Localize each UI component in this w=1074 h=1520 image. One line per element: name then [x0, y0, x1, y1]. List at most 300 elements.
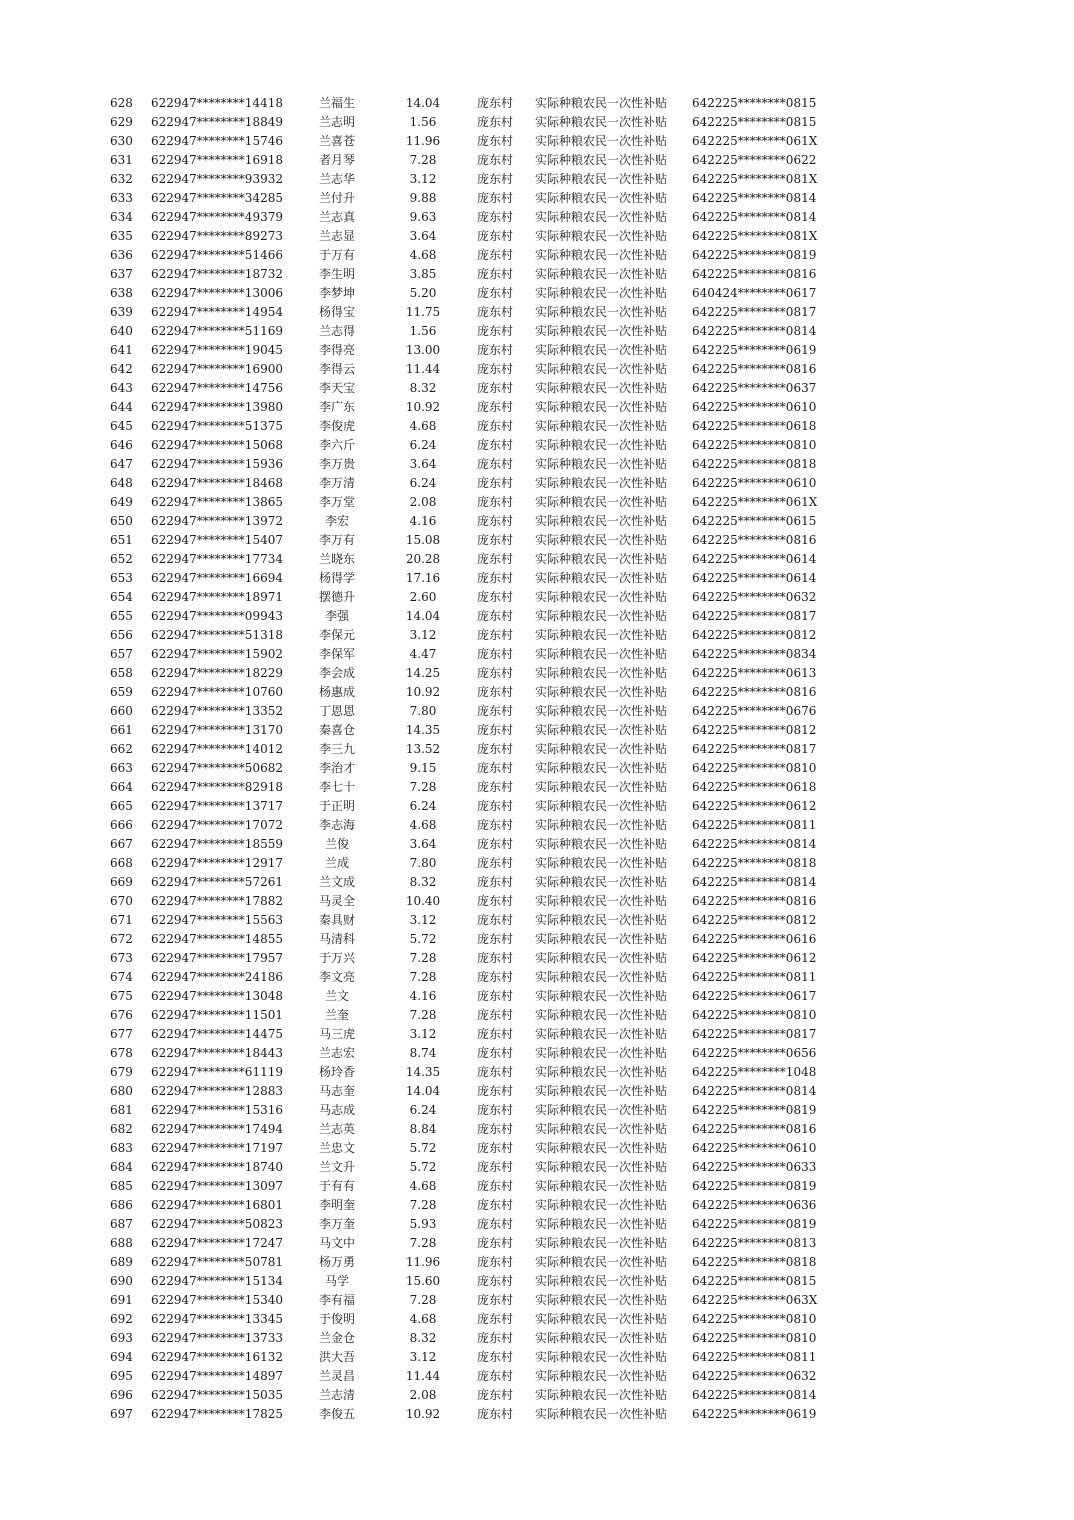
bank-account: 622947********51375	[151, 419, 283, 433]
farmer-name-text: 杨得学	[319, 571, 356, 585]
bank-account: 622947********17072	[151, 818, 283, 832]
table-row	[0, 702, 1074, 721]
farmer-name-text: 李三九	[319, 742, 356, 756]
row-number: 638	[110, 286, 133, 300]
table-row	[0, 1367, 1074, 1386]
bank-account: 622947********24186	[151, 970, 283, 984]
bank-account: 622947********13733	[151, 1331, 283, 1345]
village: 庞东村	[477, 723, 514, 737]
row-number: 675	[110, 989, 133, 1003]
farmer-name-text: 兰成	[325, 856, 350, 870]
farmer-name-text: 兰志华	[319, 172, 356, 186]
row-number: 664	[110, 780, 133, 794]
bank-account: 622947********61119	[151, 1065, 283, 1079]
subsidy-item: 实际种粮农民一次性补贴	[535, 799, 668, 813]
subsidy-item: 实际种粮农民一次性补贴	[535, 1141, 668, 1155]
id-number: 642225********0816	[692, 685, 817, 699]
farmer-name-text: 兰奎	[325, 1008, 350, 1022]
subsidy-amount-text: 14.35	[405, 723, 441, 737]
row-number: 685	[110, 1179, 133, 1193]
table-row	[0, 436, 1074, 455]
village: 庞东村	[477, 495, 514, 509]
row-number: 682	[110, 1122, 133, 1136]
farmer-name-text: 洪大吾	[319, 1350, 356, 1364]
bank-account: 622947********18849	[151, 115, 283, 129]
table-row	[0, 683, 1074, 702]
row-number: 653	[110, 571, 133, 585]
subsidy-item: 实际种粮农民一次性补贴	[535, 1008, 668, 1022]
id-number: 642225********0614	[692, 571, 817, 585]
village: 庞东村	[477, 1293, 514, 1307]
village: 庞东村	[477, 533, 514, 547]
subsidy-item: 实际种粮农民一次性补贴	[535, 704, 668, 718]
row-number: 665	[110, 799, 133, 813]
subsidy-item: 实际种粮农民一次性补贴	[535, 210, 668, 224]
subsidy-amount-text: 6.24	[409, 438, 437, 452]
subsidy-item: 实际种粮农民一次性补贴	[535, 723, 668, 737]
row-number: 696	[110, 1388, 133, 1402]
village: 庞东村	[477, 229, 514, 243]
bank-account: 622947********50682	[151, 761, 283, 775]
bank-account: 622947********18468	[151, 476, 283, 490]
row-number: 647	[110, 457, 133, 471]
subsidy-amount-text: 7.28	[409, 1198, 437, 1212]
id-number: 642225********0656	[692, 1046, 817, 1060]
subsidy-item: 实际种粮农民一次性补贴	[535, 1350, 668, 1364]
subsidy-item: 实际种粮农民一次性补贴	[535, 590, 668, 604]
village: 庞东村	[477, 96, 514, 110]
subsidy-amount-text: 5.72	[409, 932, 437, 946]
row-number: 670	[110, 894, 133, 908]
subsidy-amount-text: 8.74	[409, 1046, 437, 1060]
row-number: 666	[110, 818, 133, 832]
subsidy-item: 实际种粮农民一次性补贴	[535, 1388, 668, 1402]
row-number: 648	[110, 476, 133, 490]
id-number: 642225********0819	[692, 1103, 817, 1117]
farmer-name-text: 兰志明	[319, 115, 356, 129]
table-row	[0, 1234, 1074, 1253]
bank-account: 622947********51318	[151, 628, 283, 642]
farmer-name-text: 李文亮	[319, 970, 356, 984]
farmer-name-text: 兰灵昌	[319, 1369, 356, 1383]
row-number: 667	[110, 837, 133, 851]
subsidy-item: 实际种粮农民一次性补贴	[535, 248, 668, 262]
village: 庞东村	[477, 932, 514, 946]
id-number: 642225********0619	[692, 343, 817, 357]
village: 庞东村	[477, 609, 514, 623]
subsidy-amount-text: 5.93	[409, 1217, 437, 1231]
subsidy-amount-text: 4.16	[409, 514, 437, 528]
subsidy-amount-text: 6.24	[409, 476, 437, 490]
bank-account: 622947********13048	[151, 989, 283, 1003]
bank-account: 622947********17957	[151, 951, 283, 965]
farmer-name-text: 兰付升	[319, 191, 356, 205]
id-number: 642225********0615	[692, 514, 817, 528]
bank-account: 622947********51466	[151, 248, 283, 262]
bank-account: 622947********16918	[151, 153, 283, 167]
village: 庞东村	[477, 628, 514, 642]
subsidy-item: 实际种粮农民一次性补贴	[535, 1103, 668, 1117]
bank-account: 622947********15035	[151, 1388, 283, 1402]
bank-account: 622947********11501	[151, 1008, 283, 1022]
subsidy-item: 实际种粮农民一次性补贴	[535, 362, 668, 376]
subsidy-amount-text: 4.68	[409, 1179, 437, 1193]
village: 庞东村	[477, 1103, 514, 1117]
table-row	[0, 113, 1074, 132]
subsidy-amount-text: 15.08	[405, 533, 441, 547]
subsidy-amount-text: 14.04	[405, 609, 441, 623]
village: 庞东村	[477, 419, 514, 433]
table-row	[0, 645, 1074, 664]
row-number: 676	[110, 1008, 133, 1022]
id-number: 642225********081X	[692, 229, 818, 243]
bank-account: 622947********14012	[151, 742, 283, 756]
row-number: 686	[110, 1198, 133, 1212]
village: 庞东村	[477, 704, 514, 718]
farmer-name-text: 兰俊	[325, 837, 350, 851]
subsidy-item: 实际种粮农民一次性补贴	[535, 1179, 668, 1193]
village: 庞东村	[477, 590, 514, 604]
id-number: 642225********0818	[692, 1255, 817, 1269]
table-row	[0, 664, 1074, 683]
subsidy-item: 实际种粮农民一次性补贴	[535, 1407, 668, 1421]
bank-account: 622947********17197	[151, 1141, 283, 1155]
table-row	[0, 607, 1074, 626]
id-number: 642225********0812	[692, 628, 817, 642]
village: 庞东村	[477, 476, 514, 490]
table-row	[0, 531, 1074, 550]
table-row	[0, 987, 1074, 1006]
bank-account: 622947********14756	[151, 381, 283, 395]
village: 庞东村	[477, 856, 514, 870]
subsidy-amount-text: 3.64	[409, 229, 437, 243]
row-number: 630	[110, 134, 133, 148]
farmer-name-text: 马灵全	[319, 894, 356, 908]
id-number: 642225********0610	[692, 400, 817, 414]
subsidy-amount-text: 10.40	[405, 894, 441, 908]
village: 庞东村	[477, 1217, 514, 1231]
row-number: 636	[110, 248, 133, 262]
village: 庞东村	[477, 1369, 514, 1383]
subsidy-amount-text: 14.04	[405, 1084, 441, 1098]
id-number: 642225********0816	[692, 267, 817, 281]
subsidy-item: 实际种粮农民一次性补贴	[535, 913, 668, 927]
bank-account: 622947********09943	[151, 609, 283, 623]
bank-account: 622947********34285	[151, 191, 283, 205]
subsidy-item: 实际种粮农民一次性补贴	[535, 1255, 668, 1269]
village: 庞东村	[477, 780, 514, 794]
village: 庞东村	[477, 400, 514, 414]
village: 庞东村	[477, 1122, 514, 1136]
table-row	[0, 1139, 1074, 1158]
id-number: 642225********0816	[692, 1122, 817, 1136]
bank-account: 622947********17247	[151, 1236, 283, 1250]
id-number: 642225********0816	[692, 533, 817, 547]
subsidy-amount-text: 7.28	[409, 970, 437, 984]
table-row	[0, 341, 1074, 360]
id-number: 642225********0810	[692, 761, 817, 775]
farmer-name-text: 兰金仓	[319, 1331, 356, 1345]
subsidy-amount-text: 7.28	[409, 1008, 437, 1022]
table-row	[0, 1196, 1074, 1215]
subsidy-item: 实际种粮农民一次性补贴	[535, 495, 668, 509]
subsidy-item: 实际种粮农民一次性补贴	[535, 1293, 668, 1307]
subsidy-item: 实际种粮农民一次性补贴	[535, 951, 668, 965]
table-row	[0, 1158, 1074, 1177]
subsidy-amount-text: 17.16	[405, 571, 441, 585]
farmer-name-text: 于万兴	[319, 951, 356, 965]
subsidy-amount-text: 3.12	[409, 913, 437, 927]
farmer-name-text: 兰志得	[319, 324, 356, 338]
village: 庞东村	[477, 1046, 514, 1060]
row-number: 646	[110, 438, 133, 452]
subsidy-amount-text: 1.56	[409, 115, 437, 129]
id-number: 642225********0812	[692, 913, 817, 927]
row-number: 639	[110, 305, 133, 319]
farmer-name-text: 李宏	[325, 514, 350, 528]
bank-account: 622947********14418	[151, 96, 283, 110]
bank-account: 622947********13097	[151, 1179, 283, 1193]
village: 庞东村	[477, 1407, 514, 1421]
subsidy-amount-text: 7.28	[409, 153, 437, 167]
row-number: 688	[110, 1236, 133, 1250]
village: 庞东村	[477, 153, 514, 167]
subsidy-item: 实际种粮农民一次性补贴	[535, 609, 668, 623]
village: 庞东村	[477, 1388, 514, 1402]
table-row	[0, 1272, 1074, 1291]
id-number: 642225********0632	[692, 1369, 817, 1383]
id-number: 642225********0810	[692, 438, 817, 452]
farmer-name-text: 马学	[325, 1274, 350, 1288]
bank-account: 622947********82918	[151, 780, 283, 794]
village: 庞东村	[477, 1198, 514, 1212]
table-row	[0, 379, 1074, 398]
subsidy-amount-text: 4.68	[409, 818, 437, 832]
bank-account: 622947********10760	[151, 685, 283, 699]
subsidy-item: 实际种粮农民一次性补贴	[535, 286, 668, 300]
subsidy-amount-text: 3.12	[409, 172, 437, 186]
farmer-name-text: 李有福	[319, 1293, 356, 1307]
subsidy-item: 实际种粮农民一次性补贴	[535, 153, 668, 167]
id-number: 642225********0811	[692, 1350, 817, 1364]
subsidy-item: 实际种粮农民一次性补贴	[535, 685, 668, 699]
village: 庞东村	[477, 514, 514, 528]
table-row	[0, 417, 1074, 436]
table-row	[0, 170, 1074, 189]
farmer-name-text: 者月琴	[319, 153, 356, 167]
id-number: 642225********0817	[692, 742, 817, 756]
table-row	[0, 1348, 1074, 1367]
village: 庞东村	[477, 381, 514, 395]
id-number: 642225********0622	[692, 153, 817, 167]
bank-account: 622947********49379	[151, 210, 283, 224]
row-number: 656	[110, 628, 133, 642]
id-number: 642225********0676	[692, 704, 817, 718]
row-number: 677	[110, 1027, 133, 1041]
id-number: 642225********0814	[692, 1388, 817, 1402]
subsidy-item: 实际种粮农民一次性补贴	[535, 1236, 668, 1250]
bank-account: 622947********14897	[151, 1369, 283, 1383]
farmer-name-text: 兰志显	[319, 229, 356, 243]
table-row	[0, 322, 1074, 341]
subsidy-amount-text: 3.64	[409, 837, 437, 851]
village: 庞东村	[477, 1141, 514, 1155]
bank-account: 622947********15746	[151, 134, 283, 148]
bank-account: 622947********51169	[151, 324, 283, 338]
bank-account: 622947********13865	[151, 495, 283, 509]
row-number: 681	[110, 1103, 133, 1117]
row-number: 651	[110, 533, 133, 547]
farmer-name-text: 兰忠文	[319, 1141, 356, 1155]
table-row	[0, 1215, 1074, 1234]
id-number: 642225********0612	[692, 799, 817, 813]
subsidy-amount-text: 4.68	[409, 248, 437, 262]
id-number: 642225********1048	[692, 1065, 817, 1079]
table-row	[0, 569, 1074, 588]
id-number: 642225********0818	[692, 457, 817, 471]
farmer-name-text: 兰文成	[319, 875, 356, 889]
id-number: 642225********0618	[692, 419, 817, 433]
table-row	[0, 1329, 1074, 1348]
table-row	[0, 1082, 1074, 1101]
farmer-name-text: 李万贵	[319, 457, 356, 471]
id-number: 642225********0636	[692, 1198, 817, 1212]
row-number: 694	[110, 1350, 133, 1364]
row-number: 659	[110, 685, 133, 699]
subsidy-amount-text: 15.60	[405, 1274, 441, 1288]
farmer-name-text: 杨万勇	[319, 1255, 356, 1269]
farmer-name-text: 杨得宝	[319, 305, 356, 319]
id-number: 642225********0614	[692, 552, 817, 566]
subsidy-item: 实际种粮农民一次性补贴	[535, 305, 668, 319]
subsidy-item: 实际种粮农民一次性补贴	[535, 970, 668, 984]
subsidy-amount-text: 4.47	[409, 647, 437, 661]
farmer-name-text: 兰晓东	[319, 552, 356, 566]
farmer-name-text: 马清科	[319, 932, 356, 946]
village: 庞东村	[477, 267, 514, 281]
farmer-name-text: 马志奎	[319, 1084, 356, 1098]
village: 庞东村	[477, 324, 514, 338]
table-row	[0, 854, 1074, 873]
id-number: 642225********0819	[692, 248, 817, 262]
bank-account: 622947********15316	[151, 1103, 283, 1117]
subsidy-amount-text: 8.32	[409, 381, 437, 395]
row-number: 645	[110, 419, 133, 433]
farmer-name-text: 李万堂	[319, 495, 356, 509]
row-number: 695	[110, 1369, 133, 1383]
subsidy-item: 实际种粮农民一次性补贴	[535, 191, 668, 205]
row-number: 693	[110, 1331, 133, 1345]
id-number: 642225********063X	[692, 1293, 818, 1307]
farmer-name-text: 杨惠成	[319, 685, 356, 699]
village: 庞东村	[477, 913, 514, 927]
row-number: 641	[110, 343, 133, 357]
table-row	[0, 1177, 1074, 1196]
id-number: 642225********0616	[692, 932, 817, 946]
table-row	[0, 189, 1074, 208]
farmer-name-text: 马志成	[319, 1103, 356, 1117]
bank-account: 622947********14475	[151, 1027, 283, 1041]
row-number: 632	[110, 172, 133, 186]
row-number: 672	[110, 932, 133, 946]
village: 庞东村	[477, 837, 514, 851]
table-row	[0, 1025, 1074, 1044]
subsidy-item: 实际种粮农民一次性补贴	[535, 932, 668, 946]
table-row	[0, 1386, 1074, 1405]
subsidy-amount-text: 7.80	[409, 856, 437, 870]
subsidy-amount-text: 2.08	[409, 495, 437, 509]
village: 庞东村	[477, 685, 514, 699]
bank-account: 622947********13972	[151, 514, 283, 528]
subsidy-amount-text: 20.28	[405, 552, 441, 566]
row-number: 661	[110, 723, 133, 737]
subsidy-item: 实际种粮农民一次性补贴	[535, 172, 668, 186]
village: 庞东村	[477, 1179, 514, 1193]
subsidy-amount-text: 14.35	[405, 1065, 441, 1079]
bank-account: 622947********16694	[151, 571, 283, 585]
id-number: 642225********0817	[692, 305, 817, 319]
farmer-name-text: 杨玲香	[319, 1065, 356, 1079]
subsidy-item: 实际种粮农民一次性补贴	[535, 324, 668, 338]
bank-account: 622947********17882	[151, 894, 283, 908]
farmer-name-text: 兰文升	[319, 1160, 356, 1174]
id-number: 642225********0632	[692, 590, 817, 604]
bank-account: 622947********14954	[151, 305, 283, 319]
id-number: 642225********0834	[692, 647, 817, 661]
row-number: 689	[110, 1255, 133, 1269]
table-row	[0, 1101, 1074, 1120]
village: 庞东村	[477, 742, 514, 756]
row-number: 634	[110, 210, 133, 224]
id-number: 642225********0815	[692, 96, 817, 110]
row-number: 657	[110, 647, 133, 661]
farmer-name-text: 兰喜苍	[319, 134, 356, 148]
subsidy-item: 实际种粮农民一次性补贴	[535, 856, 668, 870]
subsidy-amount-text: 3.12	[409, 1027, 437, 1041]
farmer-name-text: 秦喜仓	[319, 723, 356, 737]
bank-account: 622947********57261	[151, 875, 283, 889]
table-row	[0, 208, 1074, 227]
row-number: 668	[110, 856, 133, 870]
subsidy-item: 实际种粮农民一次性补贴	[535, 1027, 668, 1041]
farmer-name-text: 马三虎	[319, 1027, 356, 1041]
farmer-name-text: 丁恩恩	[319, 704, 356, 718]
id-number: 642225********0815	[692, 115, 817, 129]
village: 庞东村	[477, 1160, 514, 1174]
id-number: 642225********0816	[692, 362, 817, 376]
subsidy-amount-text: 8.32	[409, 875, 437, 889]
bank-account: 622947********18443	[151, 1046, 283, 1060]
id-number: 642225********0814	[692, 837, 817, 851]
subsidy-item: 实际种粮农民一次性补贴	[535, 419, 668, 433]
farmer-name-text: 李治才	[319, 761, 356, 775]
village: 庞东村	[477, 362, 514, 376]
subsidy-item: 实际种粮农民一次性补贴	[535, 1312, 668, 1326]
row-number: 690	[110, 1274, 133, 1288]
id-number: 642225********0818	[692, 856, 817, 870]
farmer-name-text: 李生明	[319, 267, 356, 281]
village: 庞东村	[477, 191, 514, 205]
row-number: 684	[110, 1160, 133, 1174]
subsidy-amount-text: 9.15	[409, 761, 437, 775]
table-row	[0, 835, 1074, 854]
row-number: 691	[110, 1293, 133, 1307]
bank-account: 622947********93932	[151, 172, 283, 186]
subsidy-item: 实际种粮农民一次性补贴	[535, 761, 668, 775]
subsidy-item: 实际种粮农民一次性补贴	[535, 1369, 668, 1383]
bank-account: 622947********18971	[151, 590, 283, 604]
table-row	[0, 778, 1074, 797]
